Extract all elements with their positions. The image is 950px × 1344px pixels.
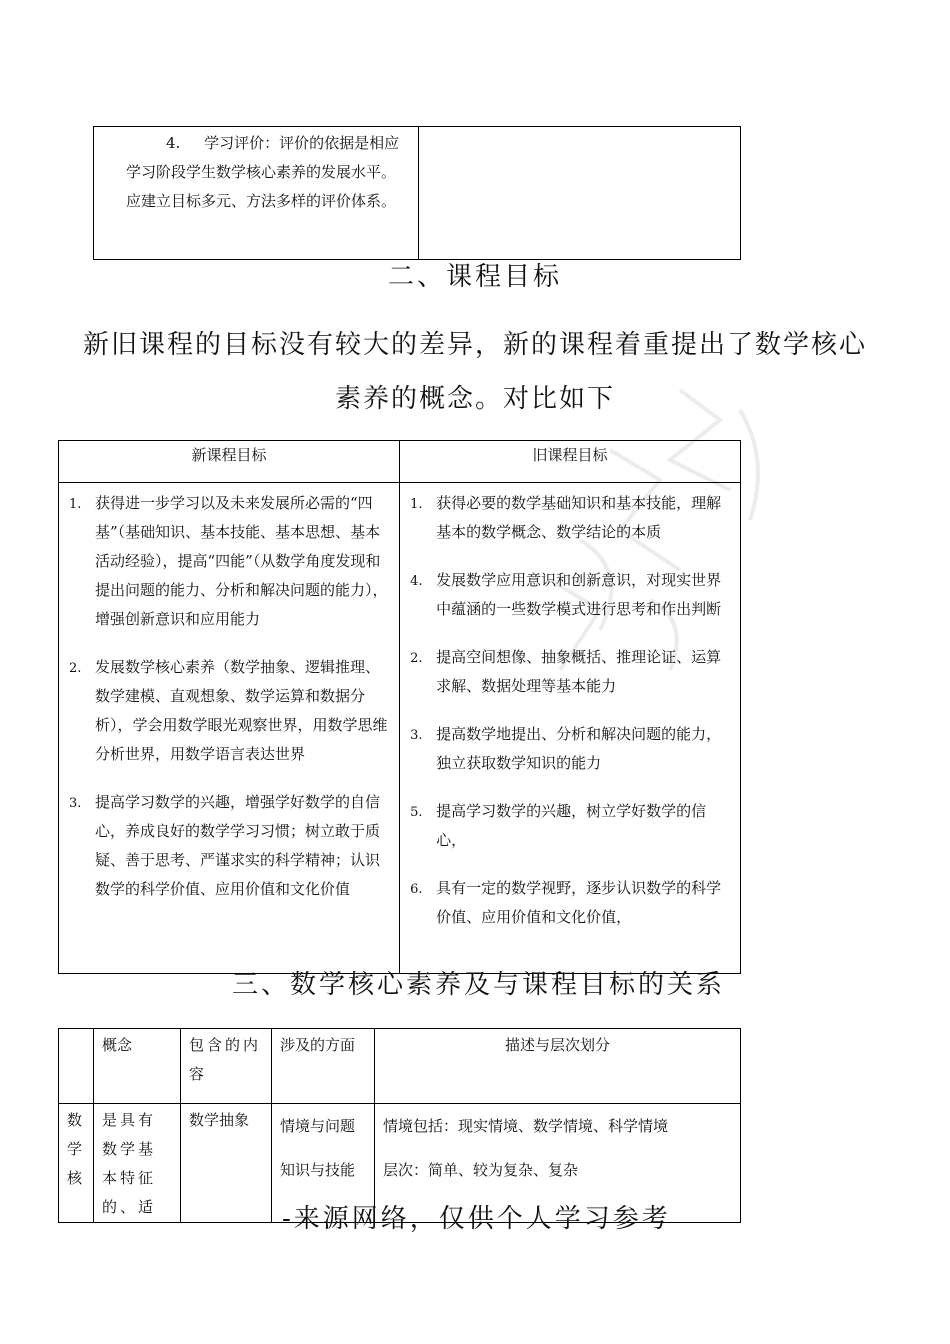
item-number: 4.: [166, 134, 181, 152]
intro-line-2: 素养的概念。对比如下: [334, 384, 615, 414]
list-item: 2. 提高空间想像、抽象概括、推理论证、运算求解、数据处理等基本能力: [410, 648, 722, 695]
table-cell: 数学抽象: [181, 1104, 272, 1223]
table-cell: 是具有数学基本特征的、适: [94, 1104, 181, 1223]
table-header-cell: 概念: [94, 1029, 181, 1104]
top-table-right-cell: [419, 127, 741, 260]
list-item: 2. 发展数学核心素养（数学抽象、逻辑推理、数学建模、直观想象、数学运算和数据分析），学会用数学眼光观察世界，用数学思维分析世界，用数学语言表达世界: [69, 658, 388, 763]
aspect-item: 知识与技能: [280, 1161, 356, 1179]
description-item: 层次：简单、较为复杂、复杂: [383, 1161, 579, 1179]
comparison-table: [58, 440, 741, 974]
table-header-cell: 描述与层次划分: [375, 1029, 741, 1104]
top-table: [93, 126, 741, 260]
list-item: 1. 获得进一步学习以及未来发展所必需的“四基”（基础知识、基本技能、基本思想、基本活动经验），提高“四能”（从数学角度发现和提出问题的能力、分析和解决问题的能力），增强创新意识和应用能力: [69, 494, 388, 628]
table-cell: 数学核: [59, 1104, 94, 1223]
old-goals-header: 旧课程目标: [400, 441, 741, 483]
intro-line-1: 新旧课程的目标没有较大的差异，新的课程着重提出了数学核心: [82, 330, 867, 360]
section3-heading: 三、数学核心素养及与课程目标的关系: [232, 970, 726, 1000]
aspect-item: 情境与问题: [280, 1117, 356, 1135]
list-item: 6. 具有一定的数学视野，逐步认识数学的科学价值、应用价值和文化价值，: [410, 879, 722, 926]
table-header-cell: 涉及的方面: [272, 1029, 375, 1104]
description-item: 情境包括：现实情境、数学情境、科学情境: [383, 1117, 669, 1135]
new-goals-cell: [59, 483, 400, 974]
list-item: 4. 发展数学应用意识和创新意识，对现实世界中蕴涵的一些数学模式进行思考和作出判断: [410, 571, 722, 618]
core-competency-table: [58, 1028, 741, 1223]
new-goals-header: 新课程目标: [59, 441, 400, 483]
top-table-left-cell: [94, 127, 419, 260]
table-header-cell: 包含的内容: [181, 1029, 272, 1104]
list-item: 1. 获得必要的数学基础知识和基本技能，理解基本的数学概念、数学结论的本质: [410, 494, 722, 541]
table-header-cell: [59, 1029, 94, 1104]
list-item: 3. 提高学习数学的兴趣，增强学好数学的自信心，养成良好的数学学习习惯；树立敢于质疑、善于思考、严谨求实的科学精神；认识数学的科学价值、应用价值和文化价值: [69, 793, 381, 898]
item-text: 学习评价：评价的依据是相应学习阶段学生数学核心素养的发展水平。应建立目标多元、方法多样的评价体系。: [126, 134, 400, 210]
section2-heading: 二、课程目标: [387, 262, 562, 292]
list-item: 3. 提高数学地提出、分析和解决问题的能力，独立获取数学知识的能力: [410, 725, 722, 772]
footer-note: -来源网络，仅供个人学习参考: [282, 1204, 671, 1234]
old-goals-cell: [400, 483, 741, 974]
list-item: 5. 提高学习数学的兴趣，树立学好数学的信心，: [410, 802, 707, 849]
